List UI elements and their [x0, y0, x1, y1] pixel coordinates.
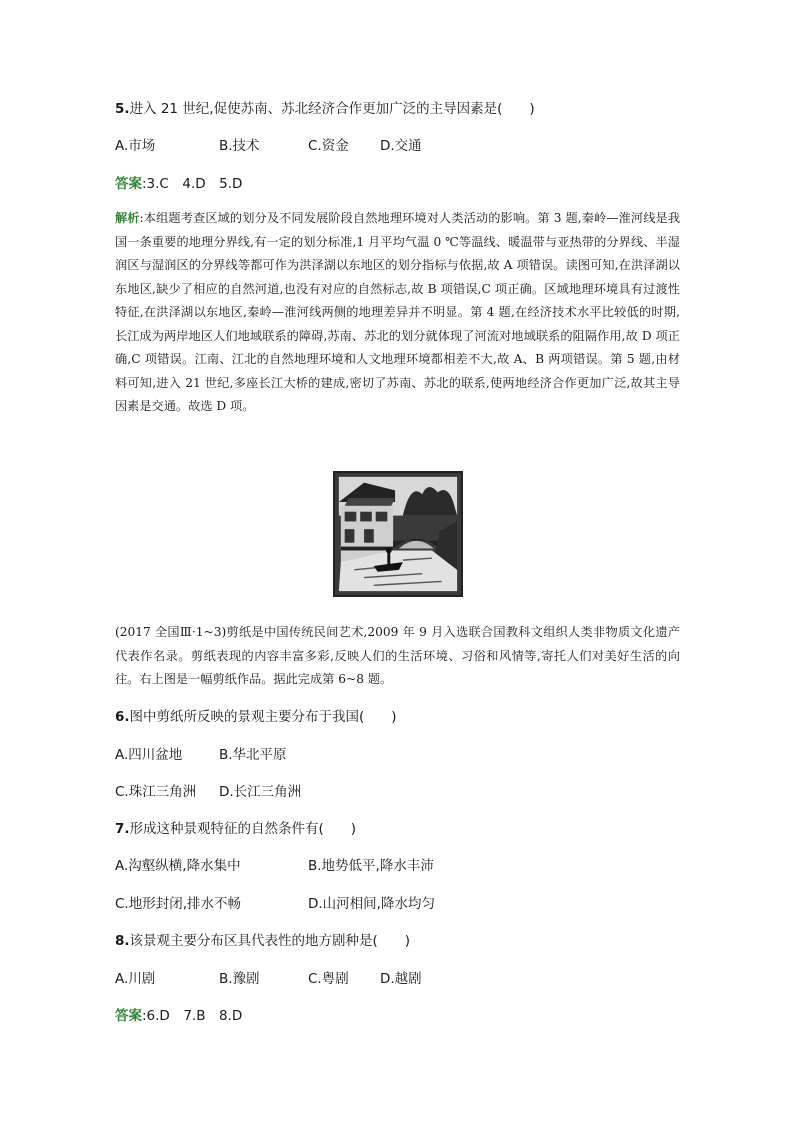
question-5-stem: [115, 100, 535, 118]
question-6-stem: [115, 708, 397, 726]
question-6-options-row1: [115, 746, 515, 764]
option-a: A.沟壑纵横,降水集中: [115, 858, 241, 874]
question-7-stem: [115, 820, 356, 838]
option-a: A.四川盆地: [115, 747, 183, 763]
answer-line: [115, 175, 242, 193]
paper-cut-illustration: [335, 473, 461, 595]
question-text: 进入 21 世纪,促使苏南、苏北经济合作更加广泛的主导因素是( ): [129, 101, 535, 117]
question-number: 5.: [115, 101, 130, 117]
option-b: B.豫剧: [219, 971, 260, 987]
question-number: 8.: [115, 933, 130, 949]
answer-label: 答案: [115, 176, 142, 192]
question-5-options: [115, 137, 515, 155]
question-number: 6.: [115, 709, 130, 725]
option-a: A.川剧: [115, 971, 156, 987]
option-b: B.华北平原: [219, 747, 287, 763]
option-c: C.珠江三角洲: [115, 784, 197, 800]
material-paragraph: [115, 621, 680, 692]
question-7-options-row2: [115, 895, 565, 913]
question-number: 7.: [115, 821, 130, 837]
option-b: B.技术: [219, 138, 260, 154]
answer-label: 答案: [115, 1008, 142, 1024]
analysis-label: 解析: [115, 211, 140, 225]
option-d: D.山河相间,降水均匀: [308, 896, 435, 912]
analysis-text: :本组题考查区域的划分及不同发展阶段自然地理环境对人类活动的影响。第 3 题,秦岭—淮河线是我国一条重要的地理分界线,有一定的划分标准,1 月平均气温 0 ℃等温线、暖温带与亚热带的分界线、半湿润区与湿润区的分界线等都可作为洪泽湖以东地区的划分指标与依据,故 A 项错误。读图可知,在洪泽湖以东地区,缺少了相应的自然河道,也没有对应的自然标志,故 B 项错误,C 项正确。区域地理环境具有过渡性特征,在洪泽湖以东地区,秦岭—淮河线两侧的地理差异并不明显。第 4 题,在经济技术水平比较低的时期,长江成为两岸地区人们地域联系的障碍,苏南、苏北的划分就体现了河流对地域联系的阻隔作用,故 D 项正确,C 项错误。江南、江北的自然地理环境和人文地理环境都相差不大,故 A、B 两项错误。第 5 题,由材料可知,进入 21 世纪,多座长江大桥的建成,密切了苏南、苏北的联系,使两地经济合作更加广泛,故其主导因素是交通。故选 D 项。: [115, 211, 681, 413]
option-a: A.市场: [115, 138, 156, 154]
answer-line: [115, 1007, 242, 1025]
question-6-options-row2: [115, 783, 515, 801]
question-8-options: [115, 970, 515, 988]
option-c: C.地形封闭,排水不畅: [115, 896, 242, 912]
answer-text: :6.D 7.B 8.D: [142, 1008, 243, 1024]
question-text: 图中剪纸所反映的景观主要分布于我国( ): [129, 709, 397, 725]
option-b: B.地势低平,降水丰沛: [308, 858, 434, 874]
option-c: C.资金: [308, 138, 349, 154]
option-d: D.长江三角洲: [219, 784, 302, 800]
question-7-options-row1: [115, 857, 565, 875]
question-8-stem: [115, 932, 410, 950]
question-text: 形成这种景观特征的自然条件有( ): [129, 821, 357, 837]
paper-cut-water-town-image: [333, 471, 463, 597]
analysis-paragraph: [115, 207, 680, 419]
answer-text: :3.C 4.D 5.D: [142, 176, 243, 192]
option-d: D.交通: [380, 138, 422, 154]
option-c: C.粤剧: [308, 971, 349, 987]
option-d: D.越剧: [380, 971, 422, 987]
question-text: 该景观主要分布区具代表性的地方剧种是( ): [129, 933, 411, 949]
material-text: (2017 全国Ⅲ·1~3)剪纸是中国传统民间艺术,2009 年 9 月入选联合国教科文组织人类非物质文化遗产代表作名录。剪纸表现的内容丰富多彩,反映人们的生活环境、习俗和风情等,寄托人们对美好生活的向往。右上图是一幅剪纸作品。据此完成第 6~8 题。: [115, 625, 680, 686]
